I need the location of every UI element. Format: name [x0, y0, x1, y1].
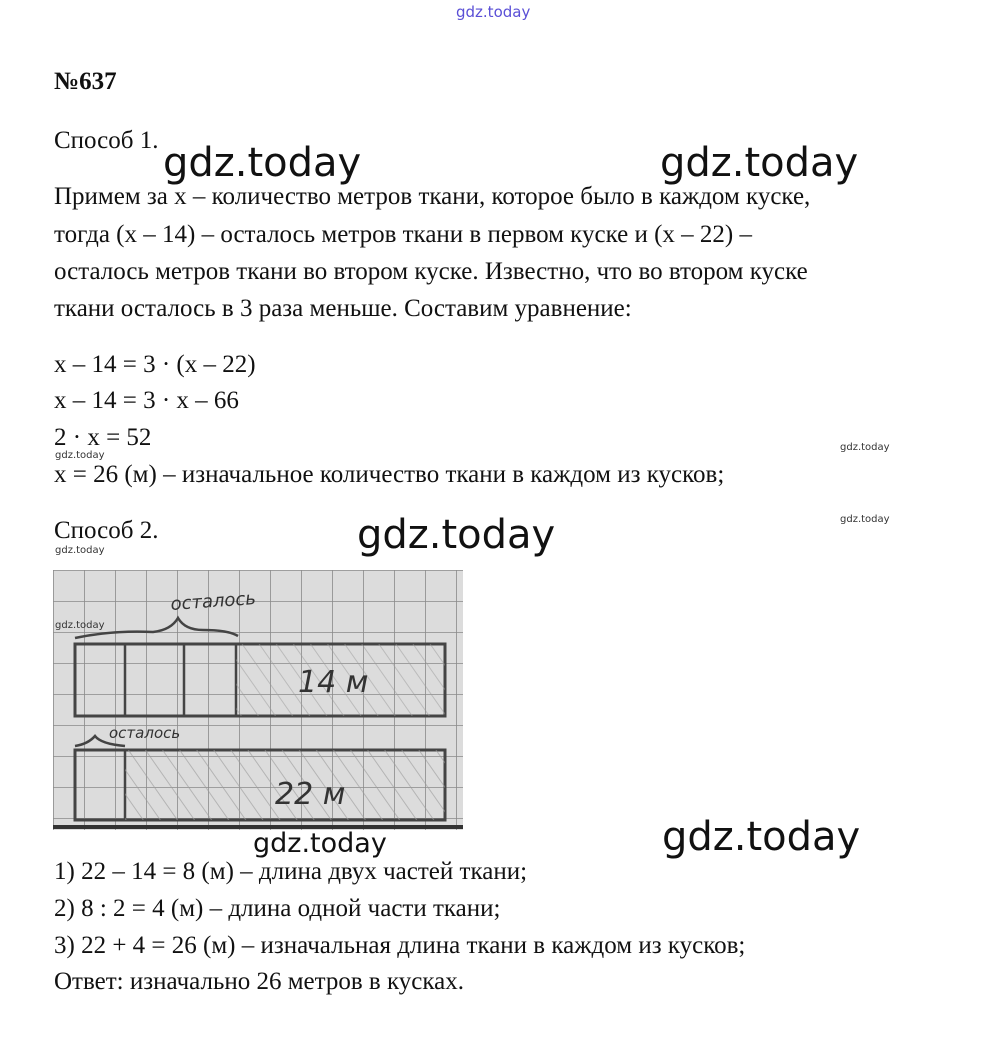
equation-line: 2 · x = 52 [54, 424, 152, 451]
watermark-small: gdz.today [840, 442, 890, 453]
watermark-small: gdz.today [840, 514, 890, 525]
method1-paragraph-line: Примем за x – количество метров ткани, которое было в каждом куске, [54, 183, 811, 210]
equation-line: x – 14 = 3 · x – 66 [54, 387, 239, 414]
method1-heading: Способ 1. [54, 127, 159, 154]
label-left-top: осталось [169, 588, 257, 615]
watermark-top: gdz.today [456, 3, 531, 21]
watermark-small: gdz.today [55, 545, 105, 556]
step-line: 2) 8 : 2 = 4 (м) – длина одной части ткани; [54, 895, 501, 922]
step-line: 3) 22 + 4 = 26 (м) – изначальная длина ткани в каждом из кусков; [54, 932, 746, 959]
watermark-large: gdz.today [163, 140, 362, 186]
hand-drawn-diagram [53, 570, 463, 830]
method2-heading: Способ 2. [54, 517, 159, 544]
watermark-large: gdz.today [357, 512, 556, 558]
method1-paragraph-line: осталось метров ткани во втором куске. Известно, что во втором куске [54, 258, 808, 285]
equation-line: x – 14 = 3 · (x – 22) [54, 351, 256, 378]
watermark-large: gdz.today [662, 814, 861, 860]
diagram-svg [53, 570, 463, 830]
watermark-large: gdz.today [660, 140, 859, 186]
watermark-medium: gdz.today [253, 828, 387, 859]
label-top-bar: 14 м [298, 665, 369, 700]
step-line: 1) 22 – 14 = 8 (м) – длина двух частей ткани; [54, 858, 528, 885]
method1-paragraph-line: ткани осталось в 3 раза меньше. Составим уравнение: [54, 295, 632, 322]
label-bottom-bar: 22 м [275, 777, 346, 812]
method1-paragraph-line: тогда (x – 14) – осталось метров ткани в первом куске и (x – 22) – [54, 221, 752, 248]
watermark-small: gdz.today [55, 450, 105, 461]
problem-number: №637 [54, 68, 117, 95]
answer-line: Ответ: изначально 26 метров в кусках. [54, 968, 464, 995]
label-left-bottom: осталось [109, 724, 181, 742]
watermark-small: gdz.today [55, 620, 105, 631]
equation-line: x = 26 (м) – изначальное количество ткани в каждом из кусков; [54, 461, 725, 488]
